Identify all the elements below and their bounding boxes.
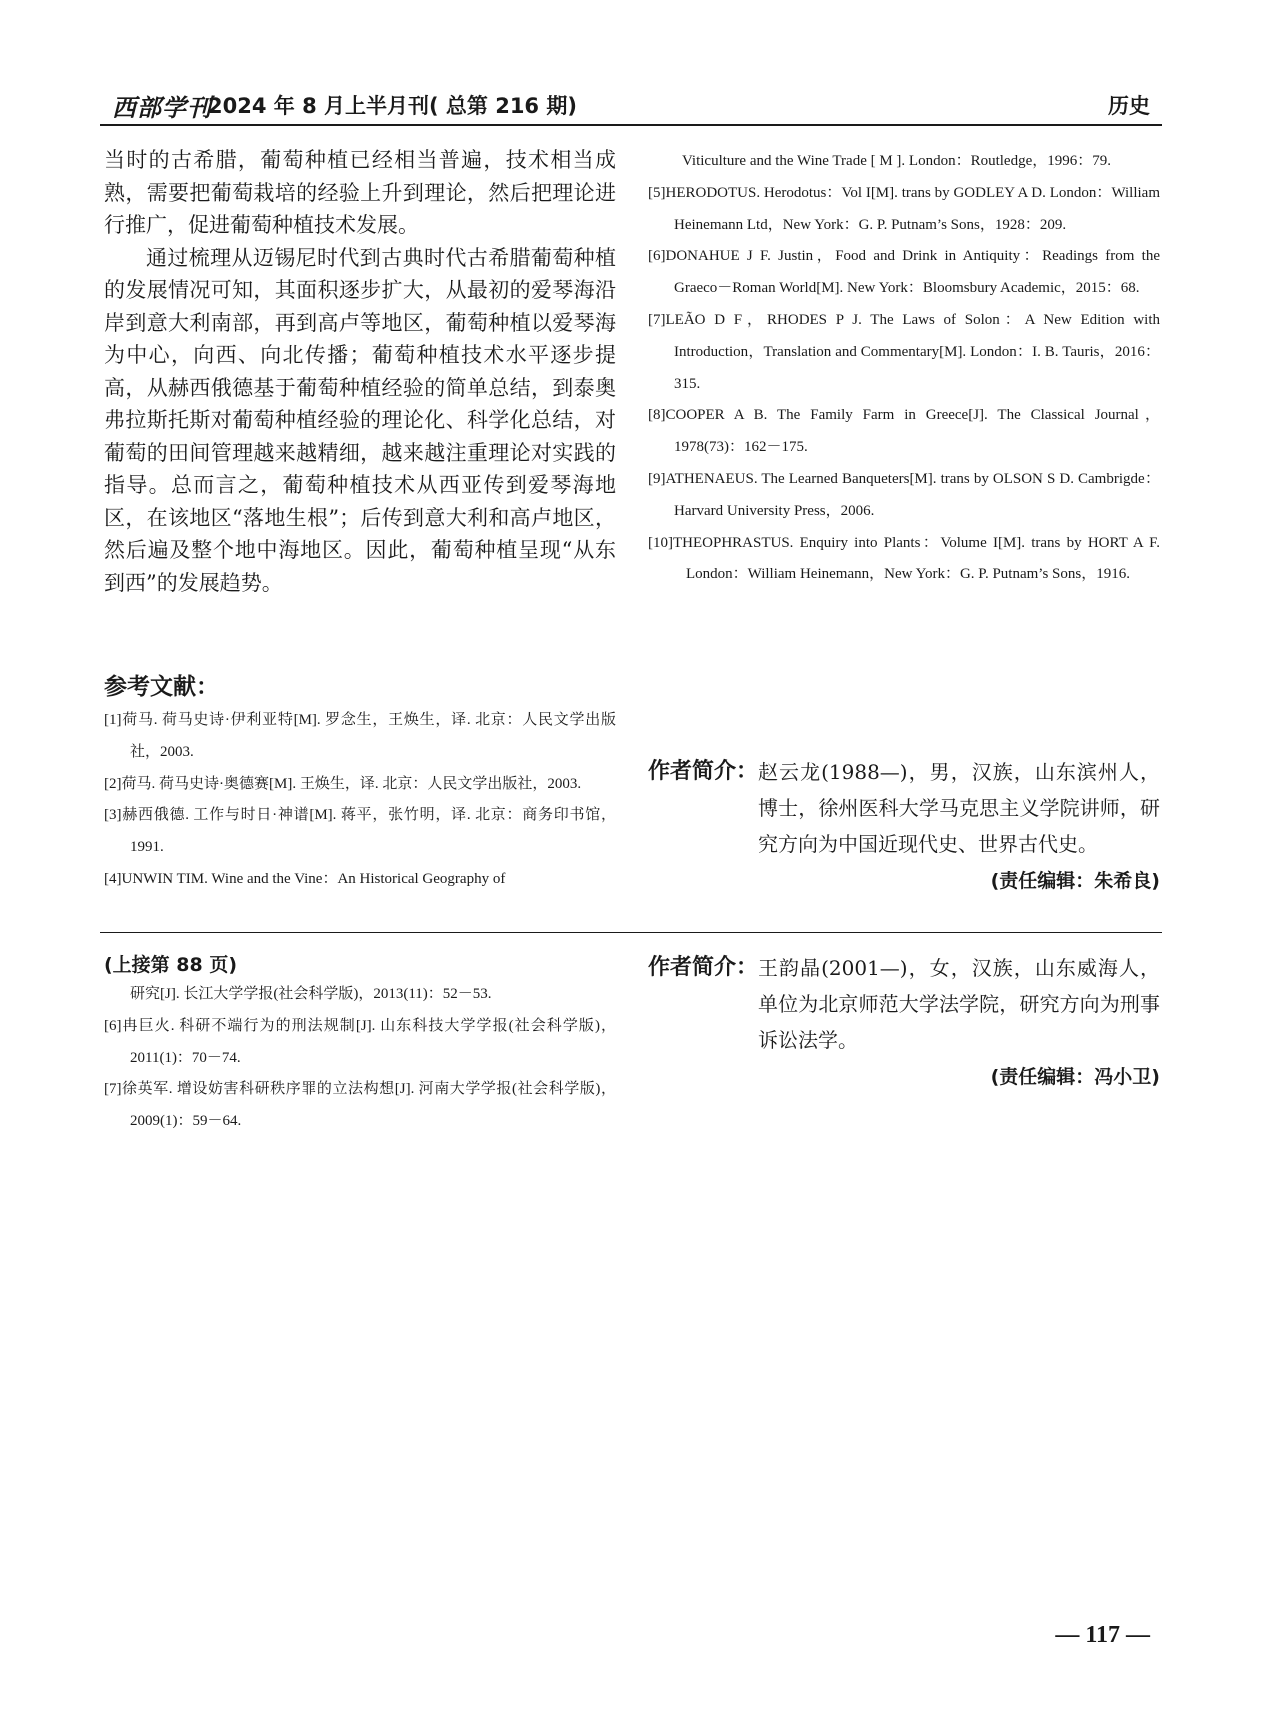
- continued-heading: (上接第 88 页): [104, 954, 238, 976]
- author-label: 作者简介：: [648, 955, 759, 980]
- reference-item: [7]徐英军. 增设妨害科研秩序罪的立法构想[J]. 河南大学学报(社会科学版)，2009(1)：59－64.: [104, 1081, 616, 1130]
- body-text: [104, 144, 616, 599]
- reference-item: [6]DONAHUE J F. Justin，Food and Drink in Antiquity：Readings from the Graeco－Roman World[M]. New York：Bloomsbury Academic，2015：68.: [648, 248, 1160, 297]
- journal-logo: 西部学刊: [112, 93, 212, 122]
- journal-issue: 2024 年 8 月上半月刊( 总第 216 期): [208, 94, 577, 118]
- reference-item: [2]荷马. 荷马史诗·奥德赛[M]. 王焕生，译. 北京：人民文学出版社，2003.: [104, 775, 582, 792]
- reference-item: [6]冉巨火. 科研不端行为的刑法规制[J]. 山东科技大学学报(社会科学版)，2011(1)：70－74.: [104, 1017, 616, 1066]
- references-continued: [648, 146, 1160, 591]
- author-text: 王韵晶(2001—)，女，汉族，山东威海人，单位为北京师范大学法学院，研究方向为刑事诉讼法学。: [758, 956, 1160, 1052]
- page-number: — 117 —: [1055, 1622, 1150, 1648]
- editor-note: (责任编辑：朱希良): [990, 870, 1160, 892]
- section-divider: [100, 932, 1162, 933]
- continued-section: [104, 950, 616, 1138]
- editor-note: (责任编辑：冯小卫): [990, 1066, 1160, 1088]
- section-label: 历史: [1108, 94, 1150, 118]
- references-section: [104, 668, 616, 896]
- references-heading: 参考文献：: [104, 674, 219, 700]
- reference-continuation: Viticulture and the Wine Trade [ M ]. London：Routledge，1996：79.: [682, 153, 1111, 169]
- author-profile-2: [648, 950, 1160, 1092]
- reference-item: [8]COOPER A B. The Family Farm in Greece[J]. The Classical Journal，1978(73)：162－175.: [648, 407, 1160, 456]
- author-label: 作者简介：: [648, 759, 759, 784]
- reference-item: [4]UNWIN TIM. Wine and the Vine：An Historical Geography of: [104, 870, 506, 887]
- reference-item: [7]LEÃO D F，RHODES P J. The Laws of Solon：A New Edition with Introduction，Translation and Commentary[M]. London：I. B. Tauris，2016：315.: [648, 311, 1160, 392]
- page-header: [100, 84, 1162, 126]
- author-profile-1: [648, 754, 1160, 896]
- body-paragraph: 通过梳理从迈锡尼时代到古典时代古希腊葡萄种植的发展情况可知，其面积逐步扩大，从最初的爱琴海沿岸到意大利南部，再到高卢等地区，葡萄种植以爱琴海为中心，向西、向北传播；葡萄种植技术水平逐步提高，从赫西俄德基于葡萄种植经验的简单总结，到泰奥弗拉斯托斯对葡萄种植经验的理论化、科学化总结，对葡萄的田间管理越来越精细，越来越注重理论对实践的指导。总而言之，葡萄种植技术从西亚传到爱琴海地区，在该地区“落地生根”；后传到意大利和高卢地区，然后遍及整个地中海地区。因此，葡萄种植呈现“从东到西”的发展趋势。: [104, 245, 616, 595]
- reference-item: [1]荷马. 荷马史诗·伊利亚特[M]. 罗念生，王焕生，译. 北京：人民文学出版社，2003.: [104, 712, 616, 760]
- author-text: 赵云龙(1988—)，男，汉族，山东滨州人，博士，徐州医科大学马克思主义学院讲师，研究方向为中国近现代史、世界古代史。: [758, 760, 1160, 856]
- reference-continuation: 研究[J]. 长江大学学报(社会科学版)，2013(11)：52－53.: [130, 986, 492, 1002]
- body-paragraph: 当时的古希腊，葡萄种植已经相当普遍，技术相当成熟，需要把葡萄栽培的经验上升到理论，然后把理论进行推广，促进葡萄种植技术发展。: [104, 148, 616, 237]
- reference-item: [9]ATHENAEUS. The Learned Banqueters[M]. trans by OLSON S D. Cambrigde：Harvard University Press，2006.: [648, 470, 1160, 519]
- reference-item: [3]赫西俄德. 工作与时日·神谱[M]. 蒋平，张竹明，译. 北京：商务印书馆，1991.: [104, 807, 616, 856]
- reference-item: [10]THEOPHRASTUS. Enquiry into Plants：Volume I[M]. trans by HORT A F. London：William Heinemann，New York：G. P. Putnam’s Sons，1916.: [648, 534, 1160, 583]
- reference-item: [5]HERODOTUS. Herodotus：Vol I[M]. trans by GODLEY A D. London：William Heinemann Ltd，New York：G. P. Putnam’s Sons，1928：209.: [648, 184, 1160, 233]
